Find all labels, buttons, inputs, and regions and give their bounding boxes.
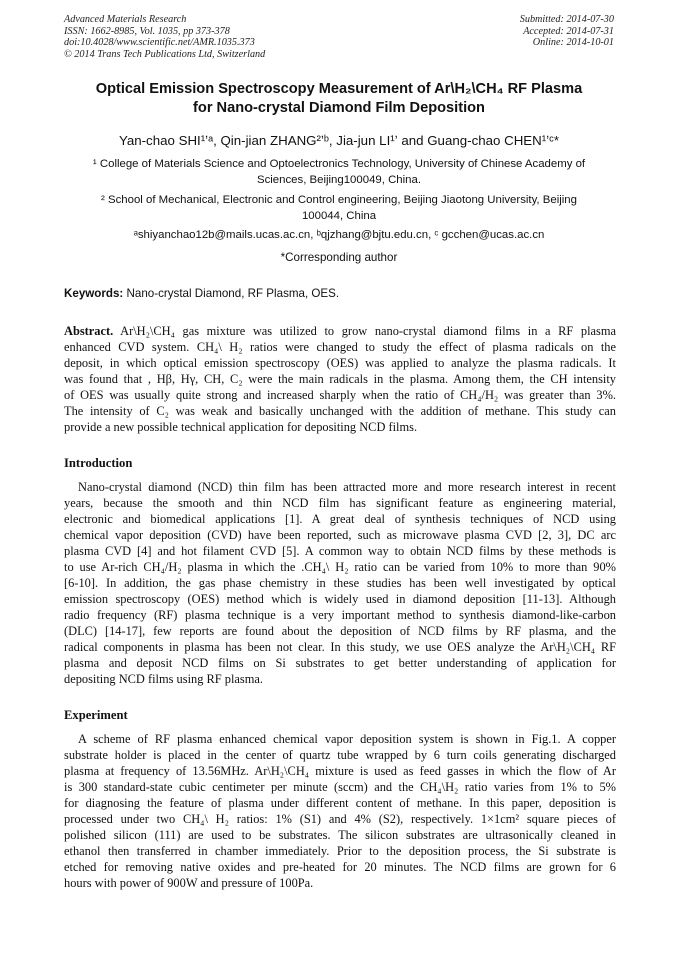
introduction-paragraph (64, 479, 616, 687)
affiliation-1-line-2: Sciences, Beijing100049, China. (256, 174, 421, 186)
paragraph-line: is 300 standard-state cubic centimeter per minute (sccm) and the CH₄\H₂ ratio varies from 1% to 5% (64, 780, 616, 794)
abstract-line: The intensity of C₂ was weak and basically unchanged with the addition of methane. This study can (64, 404, 616, 418)
keywords-text: Nano-crystal Diamond, RF Plasma, OES. (123, 287, 340, 300)
abstract-line: enhanced CVD system. CH₄\ H₂ ratios were changed to study the effect of plasma radicals on the (64, 340, 616, 354)
author-list: Yan-chao SHI¹ʼᵃ, Qin-jian ZHANG²ʼᵇ, Jia-jun LI¹ʼ and Guang-chao CHEN¹ʼᶜ* (118, 133, 560, 148)
paragraph-line: plasma at frequency of 13.56MHz. Ar\H₂\CH₄ mixture is used as feed gasses in which the flow of Ar (64, 764, 616, 778)
paragraph-line: chemical vapor deposition (CVD) have been reported, such as microwave plasma CVD [2, 3], DC arc (64, 528, 616, 542)
affiliation-2 (60, 192, 618, 224)
paragraph-line: etched for removing native oxides and pre-heated for 20 minutes. The NCD films are grown for 6 (64, 860, 616, 874)
abstract-line: deposit, in which optical emission spectroscopy (OES) was applied to analyze the plasma radicals. It (64, 356, 616, 370)
title-line-1: Optical Emission Spectroscopy Measurement of Ar\H₂\CH₄ RF Plasma (95, 81, 583, 97)
paragraph-line: radio frequency (RF) plasma technique is a very important method to synthesis diamond-like-carbon (64, 608, 616, 622)
affiliation-1 (60, 156, 618, 188)
paragraph-line: processed under two CH₄\ H₂ ratios: 1% (S1) and 4% (S2), respectively. 1×1cm² square pieces of (64, 812, 616, 826)
affiliation-1-line-1: ¹ College of Materials Science and Optoelectronics Technology, University of Chinese Academy of (92, 158, 586, 170)
keywords (64, 287, 339, 300)
doi: doi:10.4028/www.scientific.net/AMR.1035.373 (64, 37, 255, 49)
paragraph-line: years, because the smooth and thin NCD film has significant feature as engineering material, (64, 496, 616, 510)
online-date: Online: 2014-10-01 (532, 37, 614, 49)
abstract-label: Abstract. (64, 324, 114, 338)
paragraph-line: polished silicon (111) are used to be substrates. The silicon substrates are ultrasonically cleaned in (64, 828, 616, 842)
paragraph-line: plasma CVD [4] and hot filament CVD [5]. A common way to obtain NCD films by these methods is (64, 544, 616, 558)
paragraph-line: Nano-crystal diamond (NCD) thin film has been attracted more and more research interest in recent (78, 480, 616, 494)
paragraph-line: for diagnosing the feature of plasma under different content of methane. In this paper, deposition is (64, 796, 616, 810)
paragraph-line: ethanol then transferred in chamber immediately. Prior to the deposition process, the Si substrate is (64, 844, 616, 858)
affiliation-2-line-2: 100044, China (301, 210, 377, 222)
paragraph-line: [6-10]. In addition, the gas phase chemistry in these studies has been well investigated by optical (64, 576, 616, 590)
abstract-line: of OES was usually quite strong and increased sharply when the ratio of CH₄/H₂ was greater than 3%. (64, 388, 616, 402)
introduction-heading: Introduction (64, 456, 133, 470)
submitted-date: Submitted: 2014-07-30 (519, 14, 614, 25)
paragraph-line: A scheme of RF plasma enhanced chemical vapor deposition system is shown in Fig.1. A copper (78, 732, 616, 746)
paper-title (50, 80, 628, 118)
paragraph-line: (DLC) [14-17], few reports are found about the deposition of NCD films by RF plasma, and the (64, 624, 616, 638)
abstract-line: was found that , Hβ, Hγ, CH, C₂ were the main radicals in the plasma. Among them, the CH intensity (64, 372, 616, 386)
accepted-date: Accepted: 2014-07-31 (523, 25, 614, 37)
title-line-2: for Nano-crystal Diamond Film Deposition (193, 100, 485, 116)
paragraph-line: to use Ar-rich CH₄/H₂ plasma in which the .CH₄\ H₂ ratio can be varied from 10% to more than 90% (64, 560, 616, 574)
affiliation-2-line-1: ² School of Mechanical, Electronic and Control engineering, Beijing Jiaotong University, Beijing (101, 194, 577, 206)
abstract-line: Abstract. Ar\H₂\CH₄ gas mixture was utilized to grow nano-crystal diamond films in a RF plasma (64, 324, 616, 338)
experiment-paragraph (64, 731, 616, 891)
paragraph-line: depositing NCD films using RF plasma. (64, 672, 263, 686)
paragraph-line: substrate holder is placed in the center of quartz tube wrapped by 6 turn coils generating discharged (64, 748, 616, 762)
paragraph-line: electronic and biomedical applications [1]. A great deal of synthesis techniques of NCD using (64, 512, 616, 526)
corresponding-author-note: *Corresponding author (280, 251, 398, 264)
issn: ISSN: 1662-8985, Vol. 1035, pp 373-378 (64, 25, 230, 37)
paragraph-line: plasma and deposit NCD films on Si substrates to get better understanding of application for (64, 656, 616, 670)
copyright: © 2014 Trans Tech Publications Ltd, Switzerland (64, 48, 266, 60)
paragraph-line: radical components in plasma has been not clear. In this study, we use OES analyze the Ar\H₂\CH₄ RF (64, 640, 616, 654)
abstract-line: provide a new possible technical application for depositing NCD films. (64, 420, 418, 434)
keywords-label: Keywords: (64, 287, 124, 300)
paragraph-line: hours with power of 900W and pressure of 100Pa. (64, 876, 314, 890)
abstract (64, 323, 616, 435)
journal-name: Advanced Materials Research (64, 14, 187, 25)
journal-header-left (64, 14, 265, 60)
author-emails: ᵃshiyanchao12b@mails.ucas.ac.cn, ᵇqjzhang@bjtu.edu.cn, ᶜ gcchen@ucas.ac.cn (133, 229, 545, 241)
journal-header-right (520, 14, 614, 49)
experiment-heading: Experiment (64, 708, 128, 722)
paragraph-line: emission spectroscopy (OES) method which is widely used in diamond deposition [11-13]. Although (64, 592, 616, 606)
